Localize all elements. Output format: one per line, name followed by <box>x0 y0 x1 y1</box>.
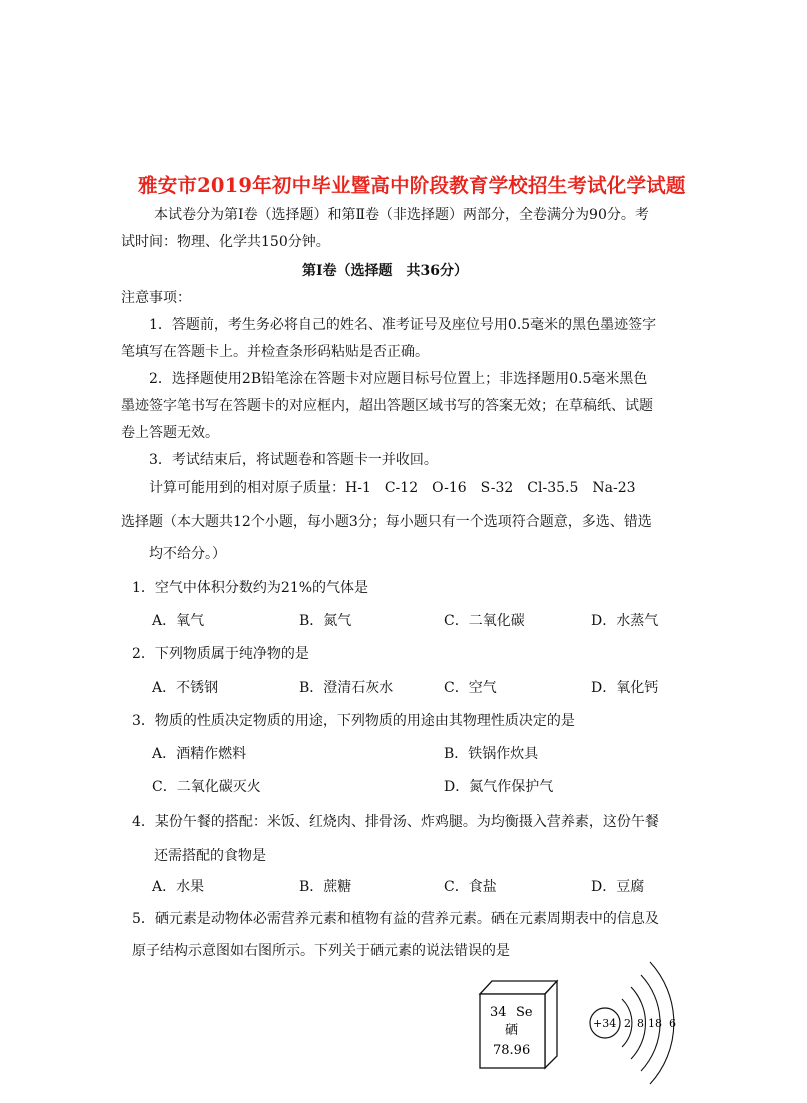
question-4-option-c: C．食盐 <box>444 879 497 895</box>
nucleus-charge: +34 <box>593 1017 617 1030</box>
shell-4-electrons: 6 <box>669 1017 676 1030</box>
question-1-option-c: C．二氧化碳 <box>444 613 525 629</box>
question-4-option-d: D．豆腐 <box>591 879 645 895</box>
notice-item-1-line-1: 1．答题前，考生务必将自己的姓名、准考证号及座位号用0.5毫米的黑色墨迹签字 <box>149 317 657 333</box>
shell-3-electrons: 18 <box>648 1017 662 1030</box>
question-5-stem-continued: 原子结构示意图如右图所示。下列关于硒元素的说法错误的是 <box>132 943 510 959</box>
question-3-option-c: C．二氧化碳灭火 <box>152 779 261 795</box>
element-name: 硒 <box>505 1023 519 1038</box>
notice-item-3: 3．考试结束后，将试题卷和答题卡一并收回。 <box>149 452 438 468</box>
intro-line-2: 试时间：物理、化学共150分钟。 <box>121 234 330 250</box>
question-4-option-a: A．水果 <box>152 879 205 895</box>
question-2-option-c: C．空气 <box>444 680 497 696</box>
section-heading: 第Ⅰ卷（选择题 共36分） <box>302 263 469 279</box>
question-1-option-b: B．氮气 <box>299 613 352 629</box>
question-2-option-d: D．氧化钙 <box>591 680 659 696</box>
choice-intro-line-1: 选择题（本大题共12个小题，每小题3分；每小题只有一个选项符合题意，多选、错选 <box>121 514 652 530</box>
question-2-option-b: B．澄清石灰水 <box>299 680 394 696</box>
question-4-stem-continued: 还需搭配的食物是 <box>154 848 266 864</box>
intro-line-1: 本试卷分为第Ⅰ卷（选择题）和第Ⅱ卷（非选择题）两部分，全卷满分为90分。考 <box>154 207 649 223</box>
element-atomic-number: 34 <box>490 1005 507 1020</box>
choice-intro-line-2: 均不给分。） <box>149 546 226 562</box>
question-3-option-d: D．氮气作保护气 <box>444 779 554 795</box>
shell-2-electrons: 8 <box>637 1017 644 1030</box>
selenium-atom-diagram <box>584 958 694 1088</box>
question-3-option-b: B．铁锅作炊具 <box>444 746 539 762</box>
atomic-masses: 计算可能用到的相对原子质量：H-1 C-12 O-16 S-32 Cl-35.5 Na-23 <box>149 480 636 496</box>
selenium-element-card <box>474 976 564 1071</box>
question-1-option-d: D．水蒸气 <box>591 613 659 629</box>
notice-heading: 注意事项： <box>121 290 191 306</box>
question-1-option-a: A．氧气 <box>152 613 205 629</box>
question-3-stem: 3．物质的性质决定物质的用途，下列物质的用途由其物理性质决定的是 <box>132 713 575 729</box>
element-symbol: Se <box>516 1005 533 1020</box>
question-2-option-a: A．不锈钢 <box>152 680 219 696</box>
question-1-stem: 1．空气中体积分数约为21%的气体是 <box>132 580 369 596</box>
question-3-option-a: A．酒精作燃料 <box>152 746 247 762</box>
question-2-stem: 2．下列物质属于纯净物的是 <box>132 646 309 662</box>
question-4-stem: 4．某份午餐的搭配：米饭、红烧肉、排骨汤、炸鸡腿。为均衡摄入营养素，这份午餐 <box>132 814 659 830</box>
notice-item-1-line-2: 笔填写在答题卡上。并检查条形码粘贴是否正确。 <box>121 344 429 360</box>
question-4-option-b: B．蔗糖 <box>299 879 352 895</box>
element-atomic-mass: 78.96 <box>493 1043 531 1058</box>
notice-item-2-line-1: 2．选择题使用2B铅笔涂在答题卡对应题目标号位置上；非选择题用0.5毫米黑色 <box>149 371 648 387</box>
notice-item-2-line-2: 墨迹签字笔书写在答题卡的对应框内，超出答题区域书写的答案无效；在草稿纸、试题 <box>121 398 653 414</box>
notice-item-2-line-3: 卷上答题无效。 <box>121 425 219 441</box>
shell-1-electrons: 2 <box>624 1017 631 1030</box>
page-title: 雅安市2019年初中毕业暨高中阶段教育学校招生考试化学试题 <box>138 174 686 197</box>
question-5-stem: 5．硒元素是动物体必需营养元素和植物有益的营养元素。硒在元素周期表中的信息及 <box>132 911 659 927</box>
